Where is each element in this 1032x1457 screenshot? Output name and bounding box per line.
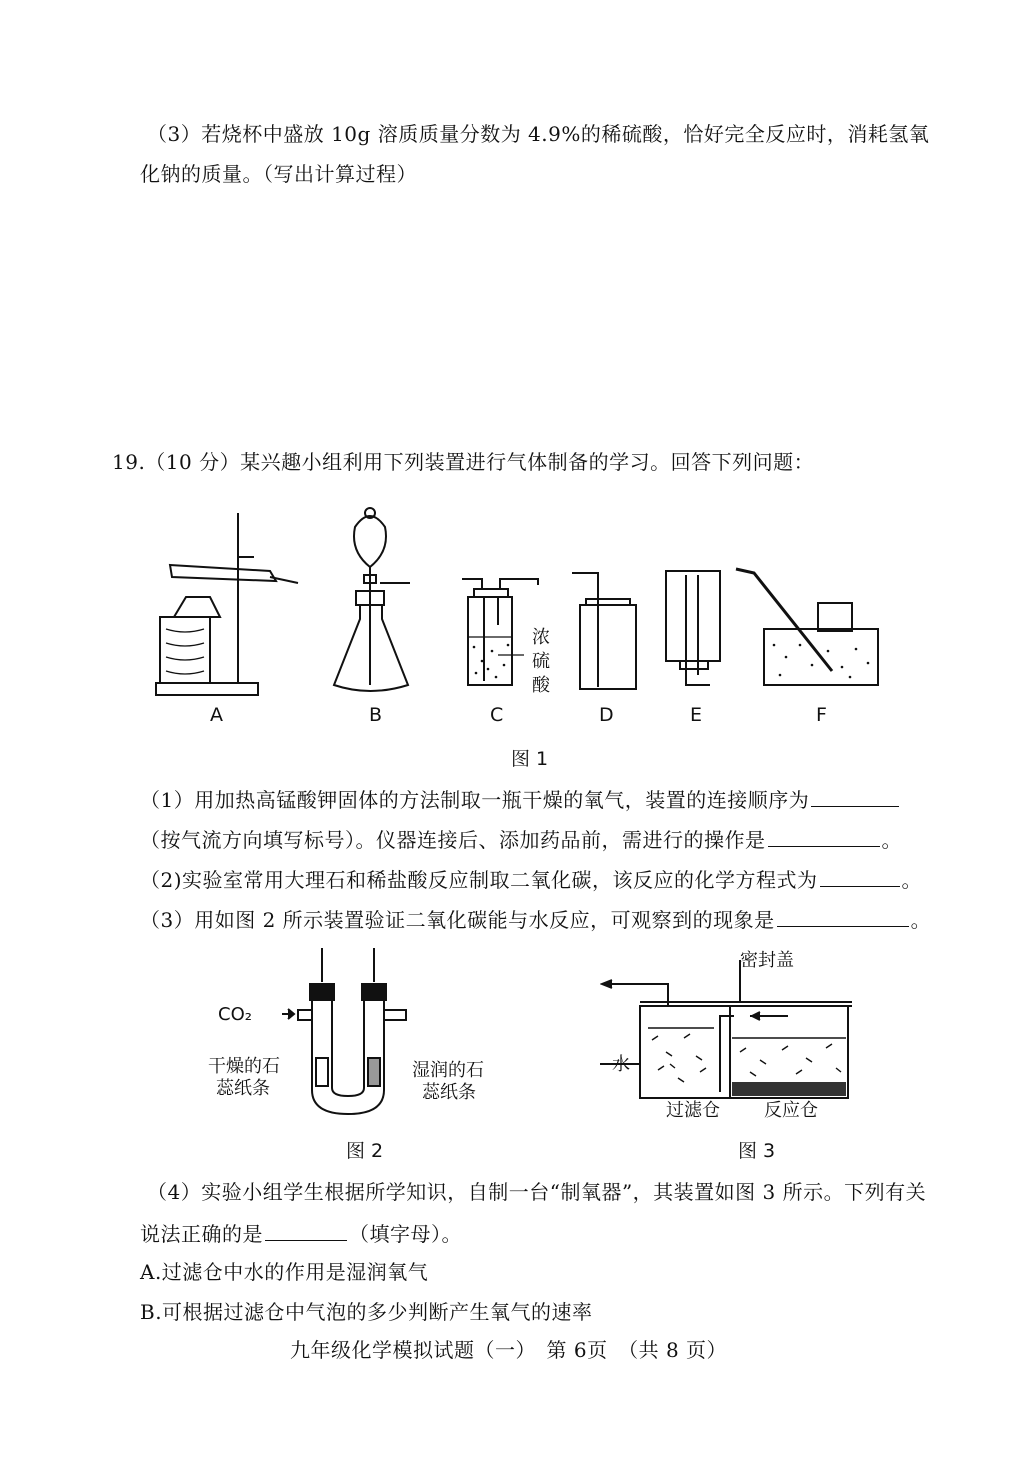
answer-blank-4[interactable] bbox=[265, 1218, 347, 1241]
alcohol-lamp bbox=[174, 597, 220, 617]
fig1-label-e: E bbox=[690, 704, 703, 726]
bottle-e bbox=[666, 571, 720, 661]
fig2-caption: 图 2 bbox=[346, 1140, 384, 1162]
reagent-layer bbox=[732, 1082, 846, 1096]
water-label: 水 bbox=[612, 1054, 630, 1075]
wash-bottle-c bbox=[468, 597, 512, 685]
stopper-right bbox=[362, 984, 386, 1000]
q19-part1-line2 bbox=[140, 824, 902, 854]
q19-part1-line1 bbox=[140, 784, 901, 814]
q19-part1-text2: （按气流方向填写标号）。仪器连接后、添加药品前，需进行的操作是 bbox=[140, 828, 766, 852]
q18-part3-line1: （3）若烧杯中盛放 10g 溶质质量分数为 4.9%的稀硫酸，恰好完全反应时，消耗氢氧 bbox=[147, 122, 930, 146]
q19-part4-text: 说法正确的是 bbox=[140, 1222, 263, 1246]
option-b: B.可根据过滤仓中气泡的多少判断产生氧气的速率 bbox=[140, 1300, 593, 1324]
dry-litmus-strip bbox=[316, 1058, 328, 1086]
q19-part4-line2 bbox=[140, 1218, 462, 1248]
figure-1-apparatus bbox=[150, 505, 910, 705]
period: 。 bbox=[910, 908, 932, 932]
lid-label: 密封盖 bbox=[740, 950, 794, 971]
fig1-label-c: C bbox=[490, 704, 504, 726]
bottle-d bbox=[580, 605, 636, 689]
co2-label: CO₂ bbox=[218, 1004, 252, 1025]
acid-label bbox=[532, 626, 550, 698]
answer-blank-1a[interactable] bbox=[811, 784, 899, 807]
gas-bottle-f bbox=[818, 603, 852, 631]
fig3-caption: 图 3 bbox=[738, 1140, 776, 1162]
dry-strip-label-2: 蕊纸条 bbox=[216, 1078, 270, 1099]
wet-strip-label-2: 蕊纸条 bbox=[422, 1082, 476, 1103]
fig1-label-d: D bbox=[599, 704, 614, 726]
answer-blank-2[interactable] bbox=[820, 864, 900, 887]
q18-part3-line2: 化钠的质量。（写出计算过程） bbox=[140, 162, 417, 186]
q19-part4-tail: （填字母）。 bbox=[349, 1222, 462, 1246]
test-tube-a bbox=[170, 565, 276, 581]
fig1-label-a: A bbox=[210, 704, 223, 726]
page-footer: 九年级化学模拟试题（一） 第 6页 （共 8 页） bbox=[290, 1338, 728, 1362]
figure-3-oxygen-maker bbox=[600, 960, 860, 1110]
fig1-label-f: F bbox=[816, 704, 827, 726]
dry-strip-label-1: 干燥的石 bbox=[208, 1056, 280, 1077]
q19-part2-text: （2)实验室常用大理石和稀盐酸反应制取二氧化碳，该反应的化学方程式为 bbox=[140, 868, 818, 892]
fig1-caption: 图 1 bbox=[511, 748, 549, 770]
period: 。 bbox=[881, 828, 902, 852]
tube-d bbox=[572, 573, 598, 687]
acid-label-char: 硫 bbox=[532, 651, 550, 672]
answer-blank-1b[interactable] bbox=[768, 824, 880, 847]
q19-part1-text: （1）用加热高锰酸钾固体的方法制取一瓶干燥的氧气，装置的连接顺序为 bbox=[140, 788, 810, 812]
q19-part2 bbox=[140, 864, 922, 894]
answer-blank-3[interactable] bbox=[777, 904, 909, 927]
q19-part4-line1: （4）实验小组学生根据所学知识，自制一台“制氧器”，其装置如图 3 所示。下列有关 bbox=[147, 1180, 927, 1204]
acid-label-char: 浓 bbox=[532, 627, 550, 648]
period: 。 bbox=[901, 868, 923, 892]
wet-strip-label-1: 湿润的石 bbox=[412, 1060, 484, 1081]
acid-label-char: 酸 bbox=[532, 675, 550, 696]
q19-part3-text: （3）用如图 2 所示装置验证二氧化碳能与水反应，可观察到的现象是 bbox=[140, 908, 775, 932]
option-a: A.过滤仓中水的作用是湿润氧气 bbox=[140, 1260, 429, 1284]
lamp-block bbox=[160, 617, 210, 683]
reaction-chamber-label: 反应仓 bbox=[764, 1100, 818, 1121]
q19-title: 19.（10 分）某兴趣小组利用下列装置进行气体制备的学习。回答下列问题： bbox=[112, 450, 815, 474]
q19-part3 bbox=[140, 904, 931, 934]
stand-base bbox=[156, 683, 258, 695]
u-tube-inner bbox=[332, 1000, 364, 1096]
filter-chamber-label: 过滤仓 bbox=[666, 1100, 720, 1121]
wet-litmus-strip bbox=[368, 1058, 380, 1086]
stopper-left bbox=[310, 984, 334, 1000]
separatory-funnel bbox=[354, 516, 386, 567]
fig1-label-b: B bbox=[369, 704, 383, 726]
